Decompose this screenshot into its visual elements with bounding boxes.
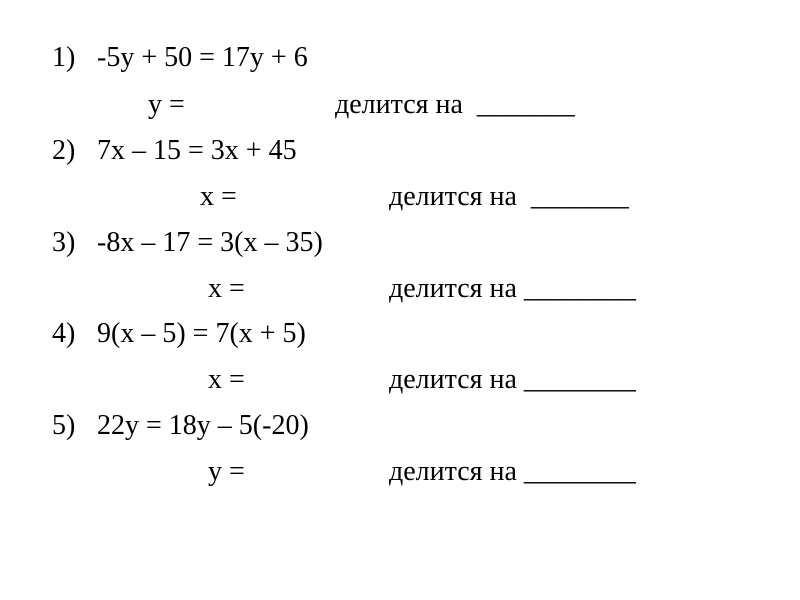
- problem-3-equation: -8x – 17 = 3(x – 35): [97, 227, 323, 258]
- problem-2-number: 2): [52, 135, 76, 166]
- problem-2-equation: 7x – 15 = 3x + 45: [97, 135, 297, 166]
- problem-4-divides-label: делится на ________: [389, 364, 636, 395]
- problem-1-equation: -5y + 50 = 17y + 6: [97, 42, 308, 73]
- problem-1-divides-label: делится на _______: [335, 89, 575, 120]
- problem-2-answer-label: x =: [200, 181, 237, 212]
- problem-4-number: 4): [52, 318, 76, 349]
- problem-5-number: 5): [52, 410, 76, 441]
- problem-5-equation: 22y = 18y – 5(-20): [97, 410, 309, 441]
- problem-5-divides-label: делится на ________: [389, 456, 636, 487]
- problem-5-answer-label: y =: [208, 456, 245, 487]
- problem-4-answer-label: x =: [208, 364, 245, 395]
- problem-3-answer-label: x =: [208, 273, 245, 304]
- problem-1-number: 1): [52, 42, 76, 73]
- problem-3-number: 3): [52, 227, 76, 258]
- problem-2-divides-label: делится на _______: [389, 181, 629, 212]
- problem-1-answer-label: y =: [148, 89, 185, 120]
- problem-3-divides-label: делится на ________: [389, 273, 636, 304]
- problem-4-equation: 9(x – 5) = 7(x + 5): [97, 318, 306, 349]
